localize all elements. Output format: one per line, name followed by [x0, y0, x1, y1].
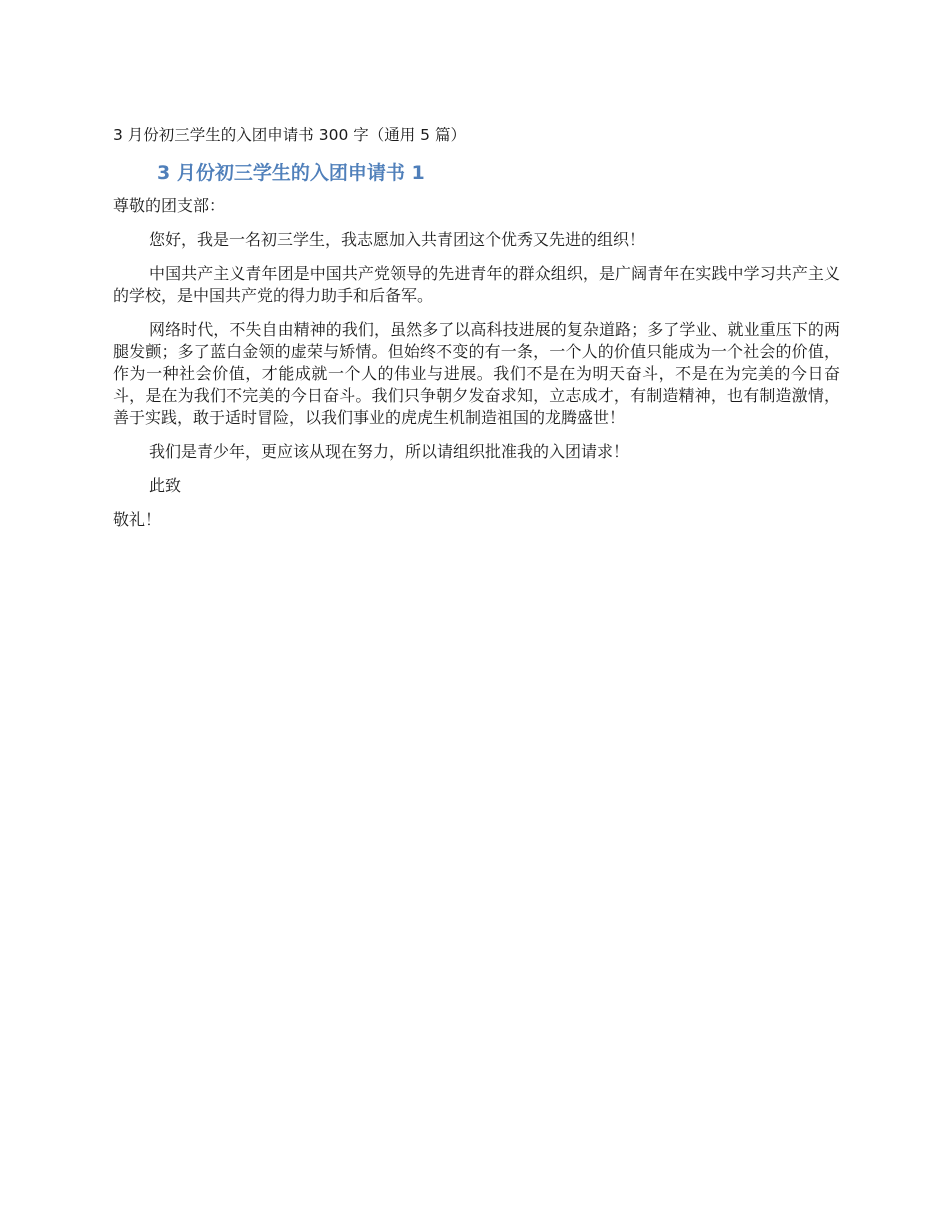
paragraph-request: 我们是青少年，更应该从现在努力，所以请组织批准我的入团请求！	[149, 442, 630, 461]
document-body	[113, 124, 840, 543]
paragraph-league-description: 中国共产主义青年团是中国共产党领导的先进青年的群众组织，是广阔青年在实践中学习共产主义的学校，是中国共产党的得力助手和后备军。	[113, 264, 840, 305]
paragraph-network-era: 网络时代，不失自由精神的我们，虽然多了以高科技进展的复杂道路；多了学业、就业重压下的两腿发颤；多了蓝白金领的虚荣与矫情。但始终不变的有一条，一个人的价值只能成为一个社会的价值，作为一种社会价值，才能成就一个人的伟业与进展。我们不是在为明天奋斗，不是在为完美的今日奋斗，是在为我们不完美的今日奋斗。我们只争朝夕发奋求知，立志成才，有制造精神，也有制造激情，善于实践，敢于适时冒险，以我们事业的虎虎生机制造祖国的龙腾盛世！	[113, 320, 840, 427]
document-title: 3 月份初三学生的入团申请书 300 字（通用 5 篇）	[113, 126, 466, 144]
closing: 敬礼！	[113, 510, 162, 529]
paragraph-greeting: 您好，我是一名初三学生，我志愿加入共青团这个优秀又先进的组织！	[149, 230, 646, 249]
paragraph-cizhi: 此致	[149, 476, 182, 495]
salutation: 尊敬的团支部：	[113, 196, 226, 215]
section-heading: 3 月份初三学生的入团申请书 1	[157, 162, 425, 184]
